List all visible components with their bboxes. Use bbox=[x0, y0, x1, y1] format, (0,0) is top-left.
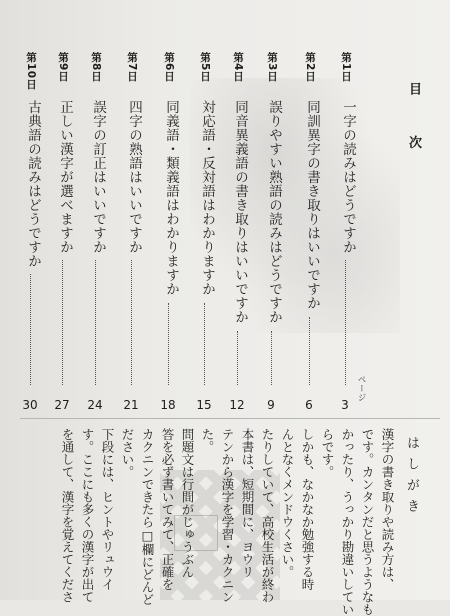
toc-heading: 目 次 bbox=[406, 82, 421, 167]
preface-line: かったり、うっかり勘違いしてい bbox=[340, 428, 355, 616]
chapter-page-number: 15 bbox=[196, 398, 212, 412]
chapter-label: 第1日 bbox=[340, 52, 352, 82]
dot-leader bbox=[237, 331, 238, 385]
chapter-page-number: 9 bbox=[267, 398, 275, 412]
preface-line: た。 bbox=[200, 428, 215, 453]
chapter-title: 古典語の読みはどうですか bbox=[25, 100, 41, 268]
chapter-label: 第8日 bbox=[90, 52, 102, 82]
preface-line: 下段には、ヒントやリュウイ bbox=[100, 428, 115, 591]
chapter-title: 正しい漢字が選べますか bbox=[57, 100, 73, 254]
chapter-page-number: 3 bbox=[341, 398, 349, 412]
chapter-page-number: 24 bbox=[87, 398, 103, 412]
chapter-label: 第9日 bbox=[57, 52, 69, 82]
chapter-title: 誤字の訂正はいいですか bbox=[90, 100, 106, 254]
chapter-page-number: 6 bbox=[305, 398, 313, 412]
preface-line: 本書は、短期間に、ヨウリ bbox=[240, 428, 255, 578]
chapter-label: 第5日 bbox=[199, 52, 211, 82]
chapter-title: 対応語・反対語はわかりますか bbox=[199, 100, 215, 296]
preface-line: たりしていて、高校生活が終わ bbox=[260, 428, 275, 603]
checkbox-glyph bbox=[174, 515, 218, 551]
preface-line: 答を必ず書いてみて、正確を bbox=[160, 428, 175, 591]
chapter-page-number: 12 bbox=[229, 398, 245, 412]
dot-leader bbox=[345, 260, 346, 385]
show-through-print bbox=[190, 78, 400, 333]
chapter-label: 第6日 bbox=[163, 52, 175, 82]
preface-heading: はしがき bbox=[404, 436, 419, 520]
dot-leader bbox=[271, 331, 272, 385]
section-divider bbox=[20, 418, 440, 419]
chapter-title: 同訓異字の書き取りはいいですか bbox=[304, 100, 320, 310]
preface-line: ださい。 bbox=[120, 428, 135, 478]
dot-leader bbox=[95, 260, 96, 385]
chapter-title: 同音異義語の書き取りはいいですか bbox=[232, 100, 248, 324]
preface-line: 漢字の書き取りや読み方は、 bbox=[380, 428, 395, 591]
preface-line: す。ここにも多くの漢字が出て bbox=[80, 428, 95, 603]
chapter-label: 第4日 bbox=[232, 52, 244, 82]
chapter-label: 第3日 bbox=[266, 52, 278, 82]
chapter-page-number: 27 bbox=[54, 398, 70, 412]
preface-line: テンから漢字を学習・カクニン bbox=[220, 428, 235, 603]
dot-leader bbox=[204, 303, 205, 385]
dot-leader bbox=[131, 260, 132, 385]
chapter-label: 第10日 bbox=[25, 52, 37, 90]
chapter-label: 第2日 bbox=[304, 52, 316, 82]
chapter-page-number: 18 bbox=[160, 398, 176, 412]
chapter-title: 同義語・類義語はわかりますか bbox=[163, 100, 179, 296]
dot-leader bbox=[30, 274, 31, 385]
preface-line: です。カンタンだと思うようなも bbox=[360, 428, 375, 616]
preface-line: を通して、漢字を覚えてくださ bbox=[60, 428, 75, 603]
chapter-label: 第7日 bbox=[126, 52, 138, 82]
chapter-title: 四字の熟語はいいですか bbox=[126, 100, 142, 254]
preface-line: しかも、なかなか勉強する時 bbox=[300, 428, 315, 591]
chapter-title: 誤りやすい熟語の読みはどうですか bbox=[266, 100, 282, 324]
preface-line: らです。 bbox=[320, 428, 335, 478]
preface-line: んとなくメンドウくさい。 bbox=[280, 428, 295, 578]
dot-leader bbox=[62, 260, 63, 385]
preface-line: 問題文は行間がじゅうぶん bbox=[180, 428, 195, 578]
dot-leader bbox=[168, 303, 169, 385]
dot-leader bbox=[309, 317, 310, 385]
page-column-label: ページ bbox=[356, 375, 366, 402]
chapter-page-number: 21 bbox=[123, 398, 139, 412]
chapter-title: 一字の読みはどうですか bbox=[340, 100, 356, 254]
chapter-page-number: 30 bbox=[22, 398, 38, 412]
preface-line: カクニンできたら□欄にどんど bbox=[140, 428, 155, 606]
